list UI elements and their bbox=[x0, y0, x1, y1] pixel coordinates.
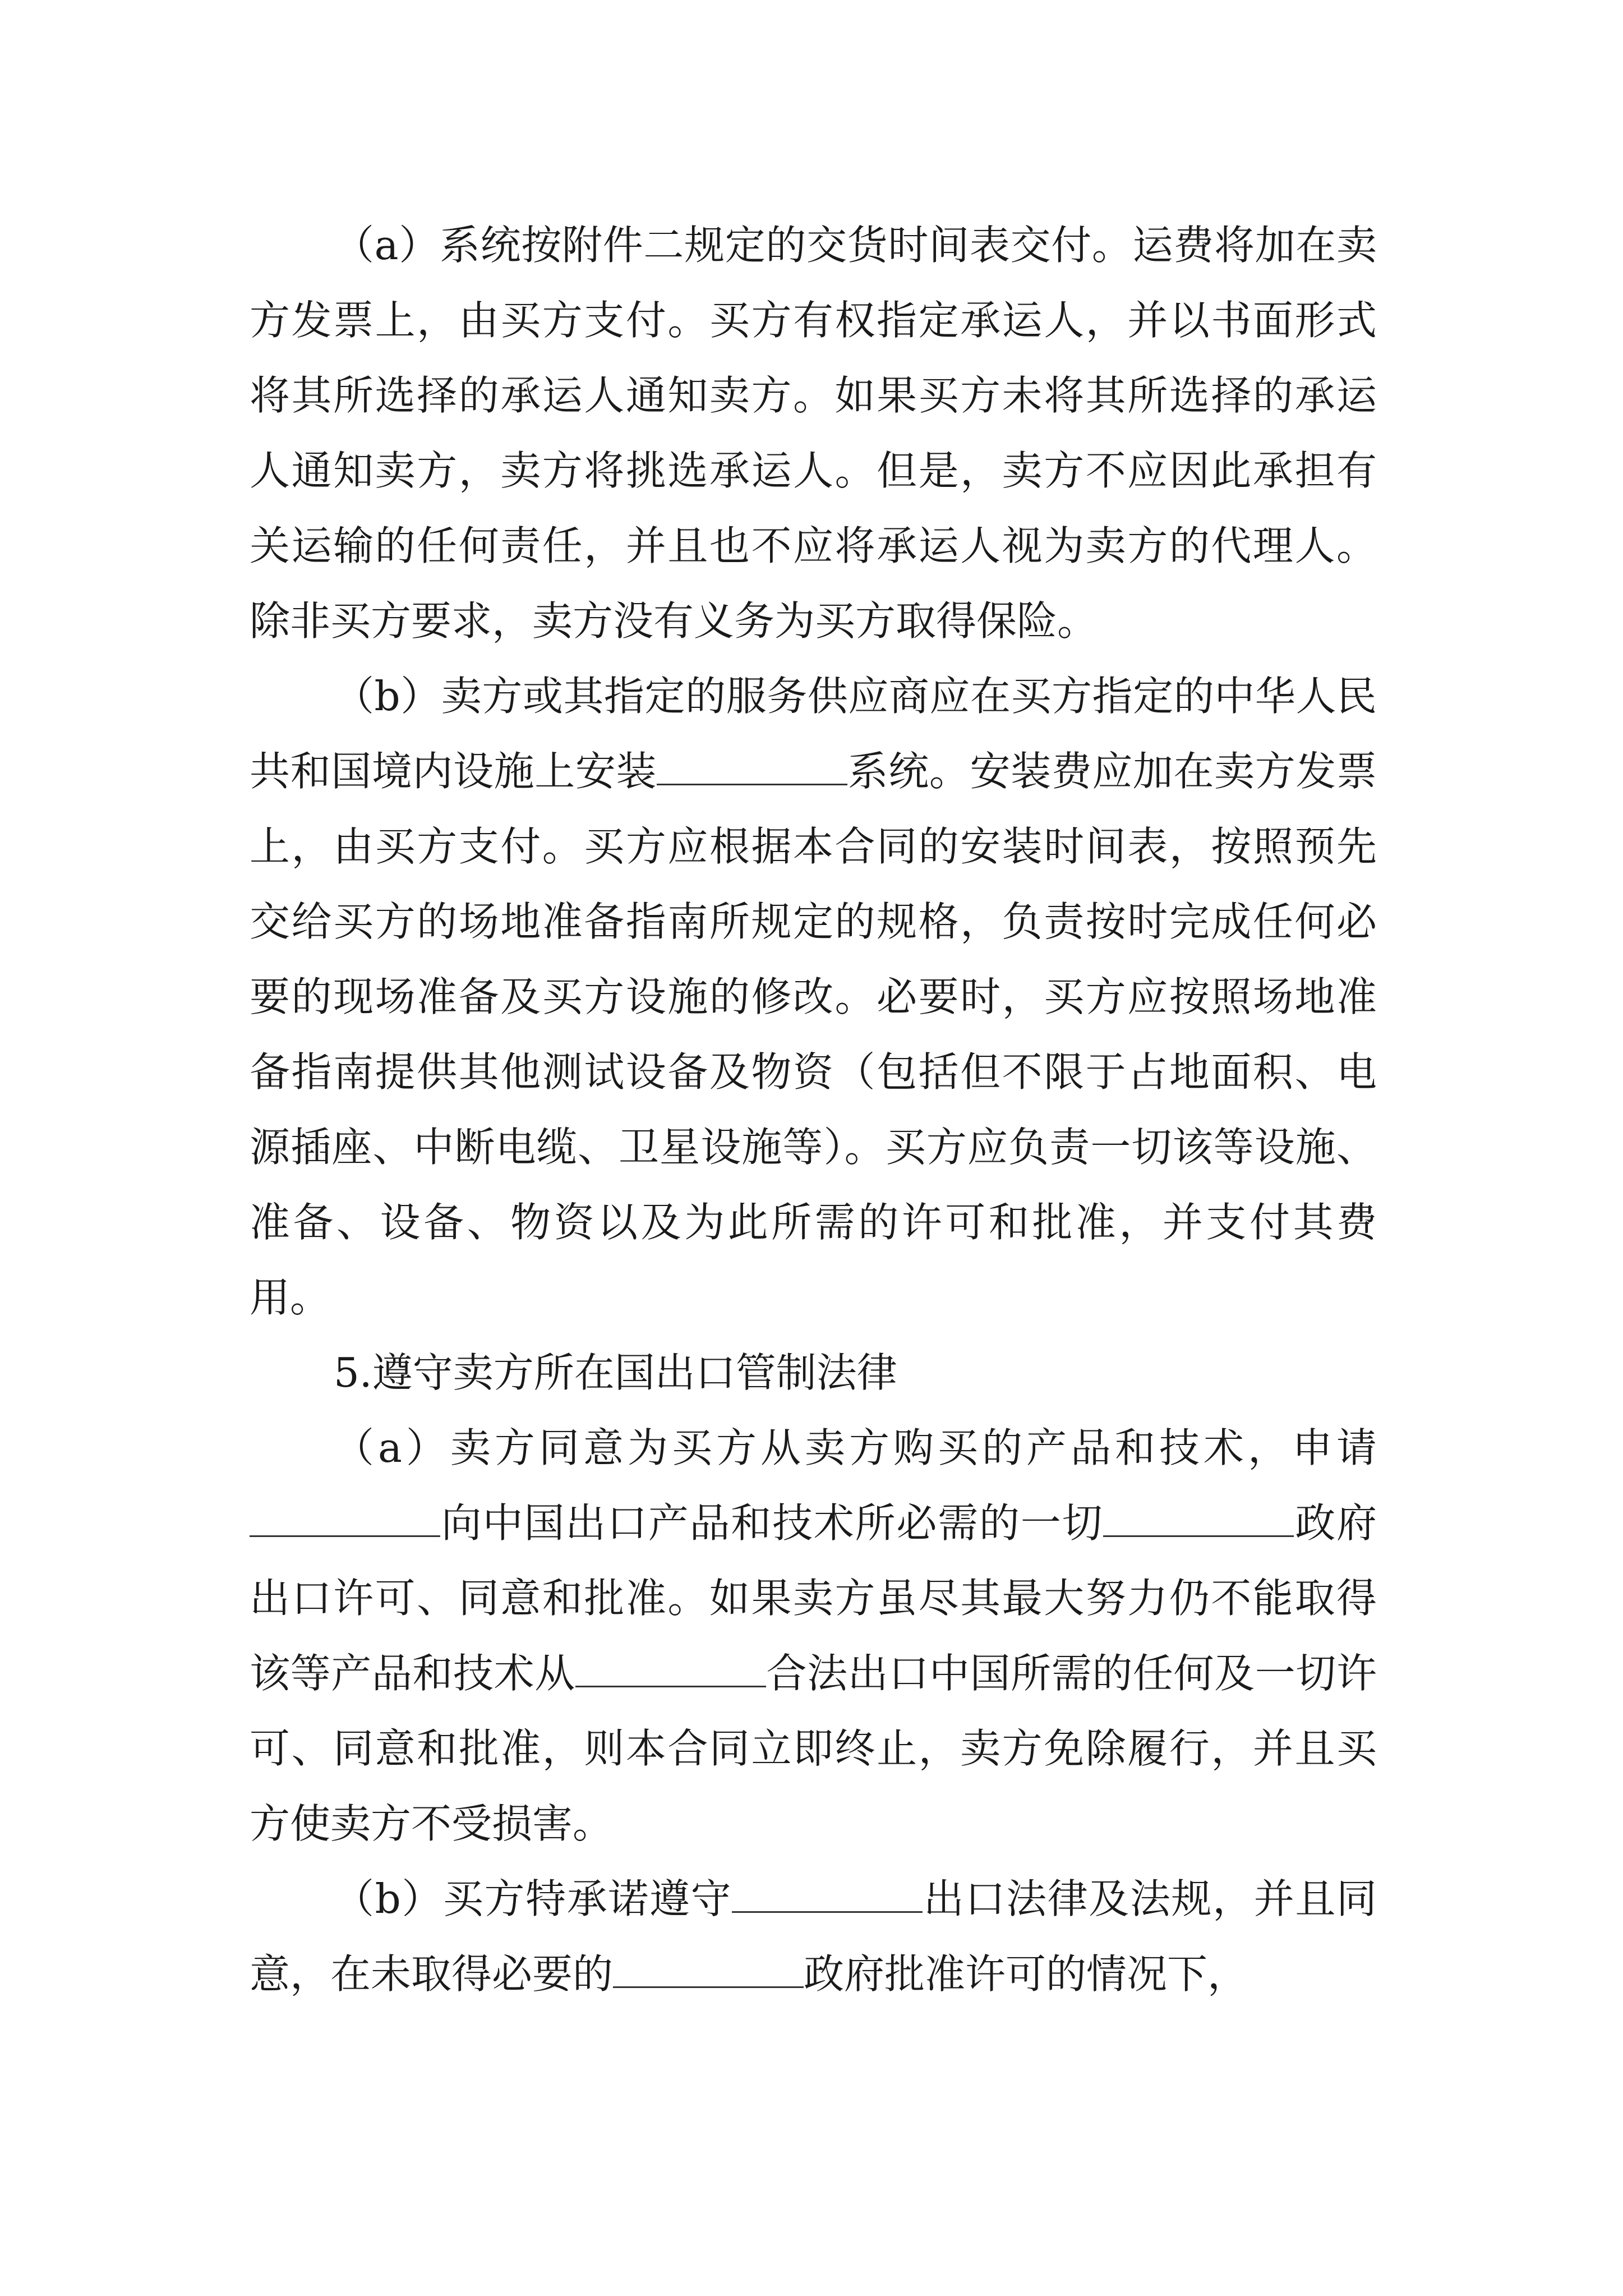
paragraph-text: （a）卖方同意为买方从卖方购买的产品和技术，申请 bbox=[334, 1424, 1377, 1471]
fill-in-blank bbox=[575, 1652, 766, 1687]
section-heading bbox=[250, 1335, 1377, 1410]
paragraph-text: 系统。安装费应加在卖方发票上，由买方支付。买方应根据本合同的安装时间表，按照预先交给买方的场地准备指南所规定的规格，负责按时完成任何必要的现场准备及买方设施的修改。必要时，买方应按照场地准备指南提供其他测试设备及物资（包括但不限于占地面积、电源插座、中断电缆、卫星设施等）。买方应负责一切该等设施、准备、设备、物资以及为此所需的许可和批准，并支付其费用。 bbox=[250, 748, 1377, 1321]
fill-in-blank bbox=[732, 1878, 923, 1913]
fill-in-blank bbox=[250, 1502, 440, 1537]
paragraph-delivery bbox=[250, 208, 1377, 659]
paragraph-text: 向中国出口产品和技术所必需的一切 bbox=[440, 1499, 1104, 1547]
paragraph-text: 政府出口许可、同意和批准。如果卖方虽尽其最大努力仍不能取得该等产品和技术从 bbox=[250, 1499, 1377, 1697]
paragraph-text: （b）买方特承诺遵守 bbox=[334, 1875, 732, 1922]
paragraph-text: （b）卖方或其指定的服务供应商应在买方指定的中华人民共和国境内设施上安装 bbox=[250, 673, 1377, 795]
fill-in-blank bbox=[1103, 1502, 1294, 1537]
paragraph-text: 出口法律及法规，并且同意，在未取得必要的 bbox=[250, 1875, 1377, 1998]
paragraph-installation bbox=[250, 659, 1377, 1335]
paragraph-text: 合法出口中国所需的任何及一切许可、同意和批准，则本合同立即终止，卖方免除履行，并且买方使卖方不受损害。 bbox=[250, 1650, 1377, 1847]
paragraph-text: 政府批准许可的情况下， bbox=[804, 1950, 1248, 1998]
paragraph-export-license bbox=[250, 1410, 1377, 1861]
fill-in-blank bbox=[613, 1953, 804, 1988]
fill-in-blank bbox=[657, 750, 847, 785]
section-title: 5.遵守卖方所在国出口管制法律 bbox=[334, 1349, 897, 1396]
paragraph-export-compliance bbox=[250, 1861, 1377, 2012]
paragraph-text: （a）系统按附件二规定的交货时间表交付。运费将加在卖方发票上，由买方支付。买方有权指定承运人，并以书面形式将其所选择的承运人通知卖方。如果买方未将其所选择的承运人通知卖方，卖方将挑选承运人。但是，卖方不应因此承担有关运输的任何责任，并且也不应将承运人视为卖方的代理人。除非买方要求，卖方没有义务为买方取得保险。 bbox=[250, 222, 1377, 645]
document-body bbox=[250, 208, 1377, 2012]
